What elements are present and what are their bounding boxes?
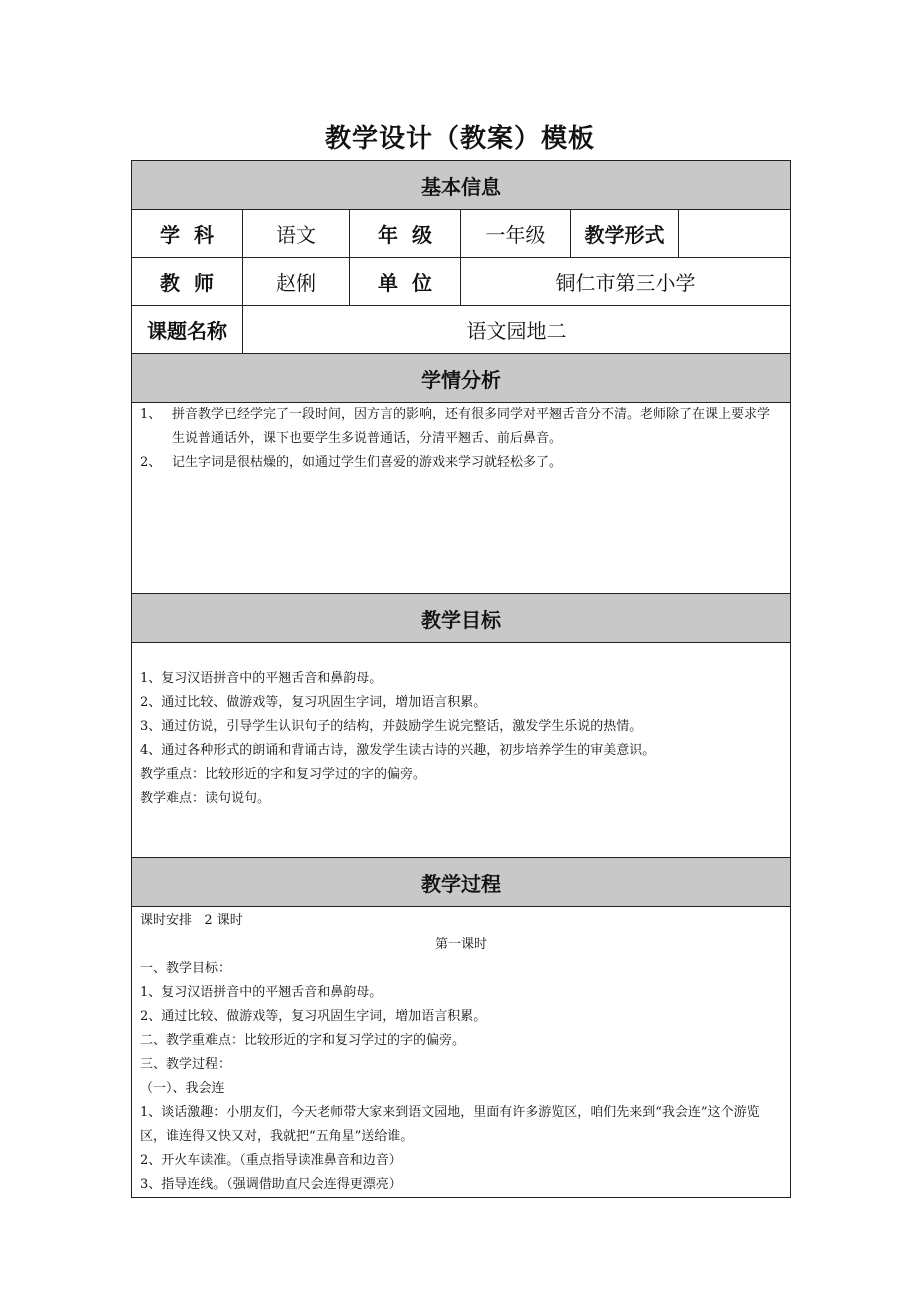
analysis-item-number: 1、 [140, 407, 162, 422]
form-value [679, 210, 791, 258]
process-content [132, 907, 791, 1198]
goal-line: 1、复习汉语拼音中的平翘舌音和鼻韵母。 [140, 671, 383, 686]
goals-content [132, 643, 791, 858]
subject-value: 语文 [243, 210, 350, 258]
key-point-line: 教学重点：比较形近的字和复习学过的字的偏旁。 [140, 767, 427, 782]
unit-value: 铜仁市第三小学 [461, 258, 791, 306]
unit-label: 单 位 [350, 258, 461, 306]
process-line: 1、谈话激趣：小朋友们，今天老师带大家来到语文园地，里面有许多游览区，咱们先来到“我会连”这个游览区，谁连得又快又对，我就把“五角星”送给谁。 [140, 1105, 760, 1144]
form-label: 教学形式 [571, 210, 679, 258]
basic-info-header: 基本信息 [132, 161, 791, 210]
process-line: 1、复习汉语拼音中的平翘舌音和鼻韵母。 [140, 985, 383, 1000]
goal-line: 3、通过仿说，引导学生认识句子的结构，并鼓励学生说完整话，激发学生乐说的热情。 [140, 719, 643, 734]
process-line: 三、教学过程： [140, 1057, 232, 1072]
analysis-content [132, 403, 791, 594]
analysis-item-number: 2、 [140, 455, 162, 470]
grade-value: 一年级 [461, 210, 571, 258]
page-title: 教学设计（教案）模板 [324, 124, 595, 154]
goal-line: 4、通过各种形式的朗诵和背诵古诗，激发学生读古诗的兴趣，初步培养学生的审美意识。 [140, 743, 656, 758]
schedule-line: 课时安排 2 课时 [140, 913, 243, 928]
teacher-value: 赵俐 [243, 258, 350, 306]
process-line: 2、开火车读准。（重点指导读准鼻音和边音） [140, 1153, 402, 1168]
analysis-item [140, 403, 782, 451]
topic-label: 课题名称 [132, 306, 243, 354]
process-line: （一）、我会连 [140, 1081, 225, 1096]
topic-value: 语文园地二 [243, 306, 791, 354]
process-line: 一、教学目标： [140, 961, 232, 976]
subject-label: 学 科 [132, 210, 243, 258]
lesson-plan-table [131, 160, 791, 1198]
analysis-item [140, 451, 782, 475]
teacher-label: 教 师 [132, 258, 243, 306]
process-line: 3、指导连线。（强调借助直尺会连得更漂亮） [140, 1177, 402, 1192]
grade-label: 年 级 [350, 210, 461, 258]
difficulty-line: 教学难点：读句说句。 [140, 791, 271, 806]
analysis-header: 学情分析 [132, 354, 791, 403]
process-line: 二、教学重难点：比较形近的字和复习学过的字的偏旁。 [140, 1033, 466, 1048]
goals-header: 教学目标 [132, 594, 791, 643]
process-line: 2、通过比较、做游戏等，复习巩固生字词，增加语言积累。 [140, 1009, 487, 1024]
process-header: 教学过程 [132, 858, 791, 907]
analysis-item-text: 记生字词是很枯燥的，如通过学生们喜爱的游戏来学习就轻松多了。 [172, 455, 563, 470]
goal-line: 2、通过比较、做游戏等，复习巩固生字词，增加语言积累。 [140, 695, 487, 710]
session-title: 第一课时 [434, 937, 487, 952]
analysis-item-text: 拼音教学已经学完了一段时间，因方言的影响，还有很多同学对平翘舌音分不清。老师除了在课上要求学生说普通话外，课下也要学生多说普通话，分清平翘舌、前后鼻音。 [172, 407, 771, 446]
